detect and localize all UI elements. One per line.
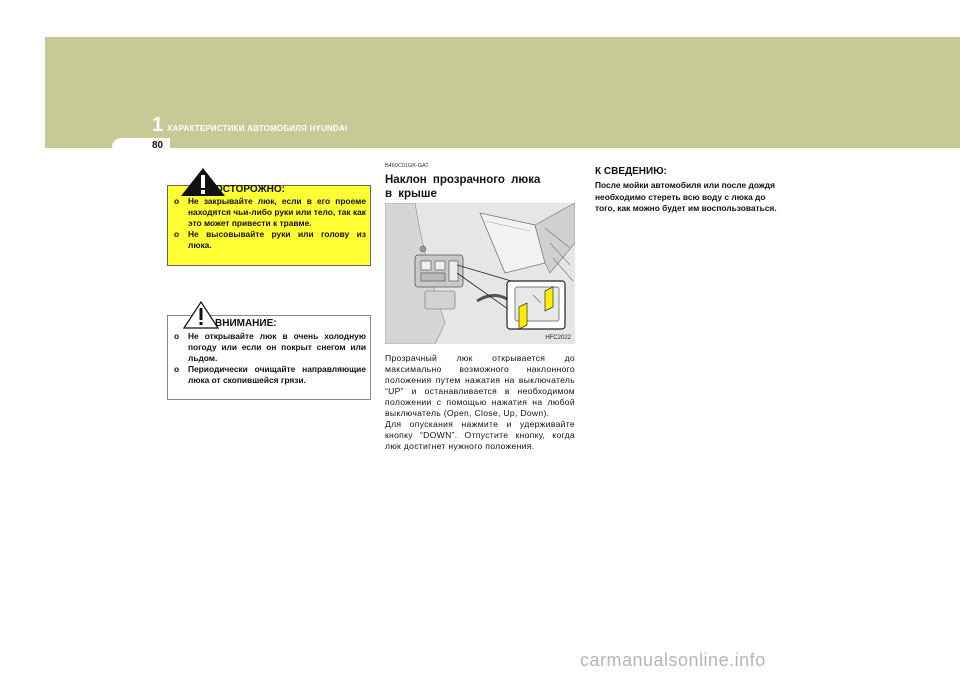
- warning-item: o Не высовывайте руки или голову из люка.: [174, 229, 366, 250]
- warning-title: ОСТОРОЖНО:: [215, 184, 285, 195]
- watermark: carmanualsonline.info: [580, 650, 766, 670]
- body-paragraph: Для опускания нажмите и удерживайте кнопку “DOWN”. Отпустите кнопку, когда люк достигнет нужного положения.: [385, 419, 575, 451]
- caution-title: ВНИМАНИЕ:: [215, 318, 277, 329]
- caution-list: [172, 331, 366, 386]
- chapter-header: [152, 114, 347, 137]
- page-number: 80: [152, 140, 164, 151]
- sunroof-switch-illustration: [385, 203, 575, 344]
- caution-triangle-icon: [183, 301, 219, 329]
- warning-box: [167, 185, 371, 266]
- warning-list: [172, 196, 366, 251]
- figure-code: HFC2022: [545, 335, 571, 341]
- body-paragraph: Прозрачный люк открывается до максимально возможного наклонного положения путем нажатия на выключатель “UP” и останавливается в необходимом положении с помощью нажатия на любой выключатель (Open, Close, Up, Down).: [385, 353, 575, 418]
- sunroof-switch-figure: [385, 203, 575, 344]
- chapter-title: ХАРАКТЕРИСТИКИ АВТОМОБИЛЯ HYUNDAI: [167, 124, 348, 133]
- info-title: К СВЕДЕНИЮ:: [595, 166, 667, 177]
- caution-item: o Периодически очищайте направляющие люка от скопившейся грязи.: [174, 364, 366, 385]
- section-body: [385, 353, 575, 452]
- chapter-number: 1: [152, 114, 164, 136]
- section-code: B460C01GK-GAT: [385, 163, 429, 169]
- caution-item: o Не открывайте люк в очень холодную погоду или если он покрыт снегом или льдом.: [174, 331, 366, 363]
- warning-item: o Не закрывайте люк, если в его проеме находятся чьи-либо руки или тело, так как это может привести к травме.: [174, 196, 366, 228]
- section-heading: Наклон прозрачного люка в крыше: [385, 174, 541, 200]
- info-text: После мойки автомобиля или после дождя необходимо стереть всю воду с люка до того, как можно будет им воспользоваться.: [595, 180, 777, 213]
